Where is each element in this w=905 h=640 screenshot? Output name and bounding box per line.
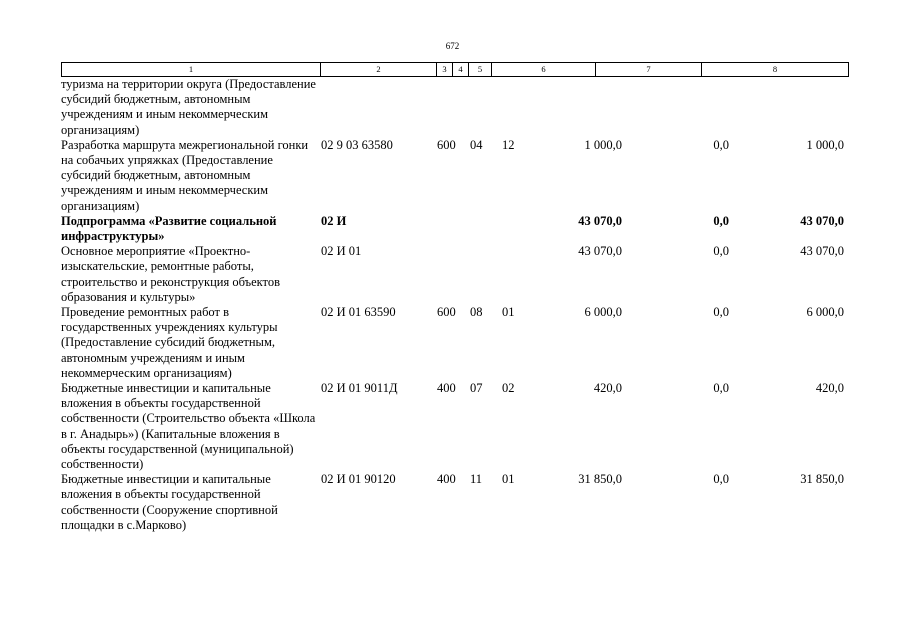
column-number-header — [61, 62, 849, 77]
header-col-2: 2 — [321, 63, 437, 77]
row-subsection: 02 — [502, 381, 515, 396]
row-value-8 — [733, 77, 848, 138]
row-value-7: 0,0 — [713, 472, 729, 487]
row-section — [470, 214, 502, 244]
header-col-4: 4 — [453, 63, 469, 77]
row-expense-type — [437, 214, 470, 244]
row-code: 02 И 01 63590 — [321, 305, 396, 320]
row-subsection: 01 — [502, 305, 515, 320]
row-section: 11 — [470, 472, 483, 487]
row-value-8: 6 000,0 — [806, 305, 844, 320]
row-value-6: 43 070,0 — [578, 213, 622, 228]
header-col-6: 6 — [492, 63, 596, 77]
row-code: 02 И 01 9011Д — [321, 381, 398, 396]
table-row — [61, 381, 848, 472]
row-name: туризма на территории округа (Предоставление субсидий бюджетным, автономным учреждениям и иным некоммерческим организациям) — [61, 77, 316, 137]
header-col-3: 3 — [437, 63, 453, 77]
row-expense-type: 600 — [437, 305, 456, 320]
budget-table — [61, 77, 848, 533]
row-name: Разработка маршрута межрегиональной гонки на собачьих упряжках (Предоставление субсидий бюджетным, автономным учреждениям и иным некоммерческим организациям) — [61, 137, 309, 213]
table-row — [61, 77, 848, 138]
row-expense-type: 400 — [437, 472, 456, 487]
row-subsection — [502, 77, 528, 138]
row-value-7 — [626, 77, 733, 138]
row-value-6: 43 070,0 — [578, 244, 622, 259]
row-code: 02 И 01 — [321, 244, 362, 259]
row-subsection: 12 — [502, 137, 515, 152]
row-value-6: 420,0 — [593, 381, 622, 396]
row-value-7: 0,0 — [713, 213, 729, 228]
row-value-7: 0,0 — [713, 244, 729, 259]
row-expense-type — [437, 77, 470, 138]
row-name: Бюджетные инвестиции и капитальные вложения в объекты государственной собственности (Сооружение спортивной площадки в с.Марково) — [61, 472, 278, 532]
row-value-7: 0,0 — [713, 381, 729, 396]
row-code: 02 И — [321, 213, 347, 228]
row-value-6 — [528, 77, 626, 138]
row-name: Подпрограмма «Развитие социальной инфраструктуры» — [61, 213, 277, 244]
row-value-7: 0,0 — [713, 137, 729, 152]
row-name: Бюджетные инвестиции и капитальные вложения в объекты государственной собственности (Строительство объекта «Школа в г. Анадырь») (Капитальные вложения в объекты государственной (муниципальной) собственности) — [61, 381, 316, 472]
row-subsection — [502, 244, 528, 305]
row-value-8: 43 070,0 — [800, 244, 844, 259]
row-expense-type: 600 — [437, 137, 456, 152]
row-code — [321, 77, 437, 138]
row-value-6: 6 000,0 — [584, 305, 622, 320]
row-value-7: 0,0 — [713, 305, 729, 320]
row-code: 02 9 03 63580 — [321, 137, 393, 152]
row-section — [470, 244, 502, 305]
row-name: Проведение ремонтных работ в государственных учреждениях культуры (Предоставление субсидий бюджетным, автономным учреждениям и иным некоммерческим организациям) — [61, 305, 278, 380]
row-expense-type — [437, 244, 470, 305]
row-value-8: 31 850,0 — [800, 472, 844, 487]
row-section: 08 — [470, 305, 483, 320]
header-col-5: 5 — [469, 63, 492, 77]
header-col-1: 1 — [62, 63, 321, 77]
table-row — [61, 138, 848, 214]
row-expense-type: 400 — [437, 381, 456, 396]
row-section — [470, 77, 502, 138]
table-row — [61, 244, 848, 305]
row-subsection: 01 — [502, 472, 515, 487]
table-row — [61, 305, 848, 381]
row-subsection — [502, 214, 528, 244]
header-col-8: 8 — [702, 63, 849, 77]
row-value-6: 1 000,0 — [584, 137, 622, 152]
row-section: 04 — [470, 137, 483, 152]
row-name: Основное мероприятие «Проектно-изыскательские, ремонтные работы, строительство и реконструкция объектов образования и культуры» — [61, 244, 280, 304]
header-col-7: 7 — [596, 63, 702, 77]
row-value-8: 43 070,0 — [800, 213, 844, 228]
table-row — [61, 472, 848, 533]
row-value-8: 1 000,0 — [806, 137, 844, 152]
row-value-8: 420,0 — [815, 381, 844, 396]
row-section: 07 — [470, 381, 483, 396]
row-value-6: 31 850,0 — [578, 472, 622, 487]
page-number: 672 — [445, 41, 460, 51]
table-row — [61, 214, 848, 244]
row-code: 02 И 01 90120 — [321, 472, 396, 487]
